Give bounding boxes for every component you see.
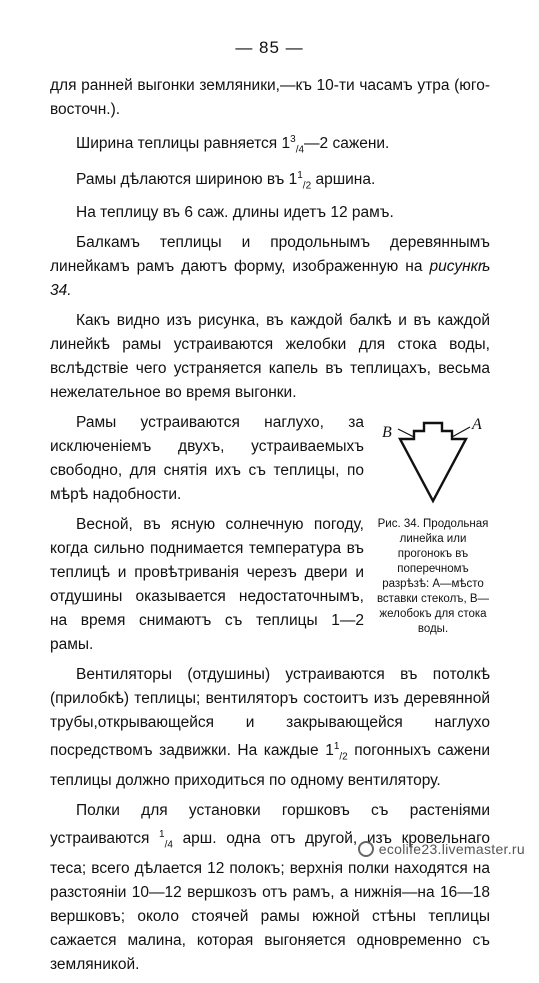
width-fraction-den: /4 <box>295 144 305 156</box>
pointer-b <box>398 429 414 437</box>
watermark <box>358 841 525 857</box>
paragraph-1: для ранней выгонки земляники,—къ 10-ти часамъ утра (юго-восточн.). <box>50 77 490 118</box>
vent-text: Вентиляторы (отдушины) устраиваются въ потолкѣ (прилобкѣ) теплицы; вентиляторъ состоитъ изъ деревянной трубы,открывающейся и закрывающейся наглухо посредствомъ задвижки. На каждые 1 <box>50 665 490 759</box>
figure-reference: рисункѣ 34. <box>50 257 490 299</box>
page-number: — 85 — <box>235 38 304 57</box>
paragraph-shelves <box>50 799 490 977</box>
frame-fraction-den: /2 <box>302 180 312 192</box>
width-tail: —2 сажени. <box>304 135 390 153</box>
watermark-icon <box>358 841 374 857</box>
shelves-text: Полки для установки горшковъ съ растеніями устраиваются <box>50 801 490 847</box>
frame-text: Рамы дѣлаются шириною въ 1 <box>76 171 298 189</box>
shelf-fraction-num: 1 <box>159 828 165 840</box>
rail-cross-section-figure <box>378 417 488 507</box>
pointer-a <box>452 427 470 437</box>
beams-text: Балкамъ теплицы и продольнымъ деревяннымъ линейкамъ рамъ даютъ форму, изображенную на <box>50 233 490 275</box>
width-text: Ширина теплицы равняется 1 <box>76 135 291 153</box>
paragraph-beams <box>50 231 490 303</box>
paragraph-spring: Весной, въ ясную солнечную погоду, когда сильно поднимается температура въ теплицѣ и провѣтриванія черезъ двери и отдушины оказывается недостаточнымъ, на время снимаютъ съ теплицы 1—2 рамы. <box>50 515 364 653</box>
paragraph-frames-fixed: Рамы устраиваются наглухо, за исключеніемъ двухъ, устраиваемыхъ свободно, для снятія ихъ съ теплицы, по мѣрѣ надобности. <box>50 413 364 503</box>
label-a: А <box>472 416 482 433</box>
frame-fraction-num: 1 <box>297 170 303 182</box>
figure-caption: Рис. 34. Продольная линейка или прогонокъ въ поперечномъ разрѣзѣ: А—мѣсто вставки стеколъ, В—желобокъ для стока воды. <box>376 517 490 635</box>
paragraph-width <box>50 128 490 162</box>
vent-tail: погонныхъ сажени теплицы должно приходиться по одному вентилятору. <box>50 741 490 789</box>
vent-fraction-den: /2 <box>339 750 348 762</box>
figure-34 <box>374 417 492 637</box>
paragraph-grooves: Какъ видно изъ рисунка, въ каждой балкѣ и въ каждой линейкѣ рамы устраиваются желобки для стока воды, вслѣдствіе чего устраняется капель въ теплицахъ, весьма нежелательное во время выгонки. <box>50 311 490 401</box>
shelves-tail: арш. одна отъ другой, изъ кровельнаго теса; всего дѣлается 12 полокъ; верхнія полки находятся на разстояніи 10—12 вершкозъ отъ рамъ, а нижнія—на 16—18 вершковъ; около стоячей рамы южной стѣны теплицы сажается малина, которая выгоняется одновременно съ земляникой. <box>50 829 491 973</box>
shelf-fraction-den: /4 <box>164 839 173 850</box>
frame-tail: аршина. <box>311 171 376 189</box>
paragraph-frame-count: На теплицу въ 6 саж. длины идетъ 12 рамъ. <box>76 203 394 221</box>
label-b: В <box>382 423 392 441</box>
paragraph-ventilators <box>50 663 490 793</box>
width-fraction-num: 3 <box>290 134 296 145</box>
vent-fraction-num: 1 <box>333 740 340 752</box>
watermark-text: ecolife23.livemaster.ru <box>378 841 525 857</box>
paragraph-frame-width <box>50 164 490 198</box>
